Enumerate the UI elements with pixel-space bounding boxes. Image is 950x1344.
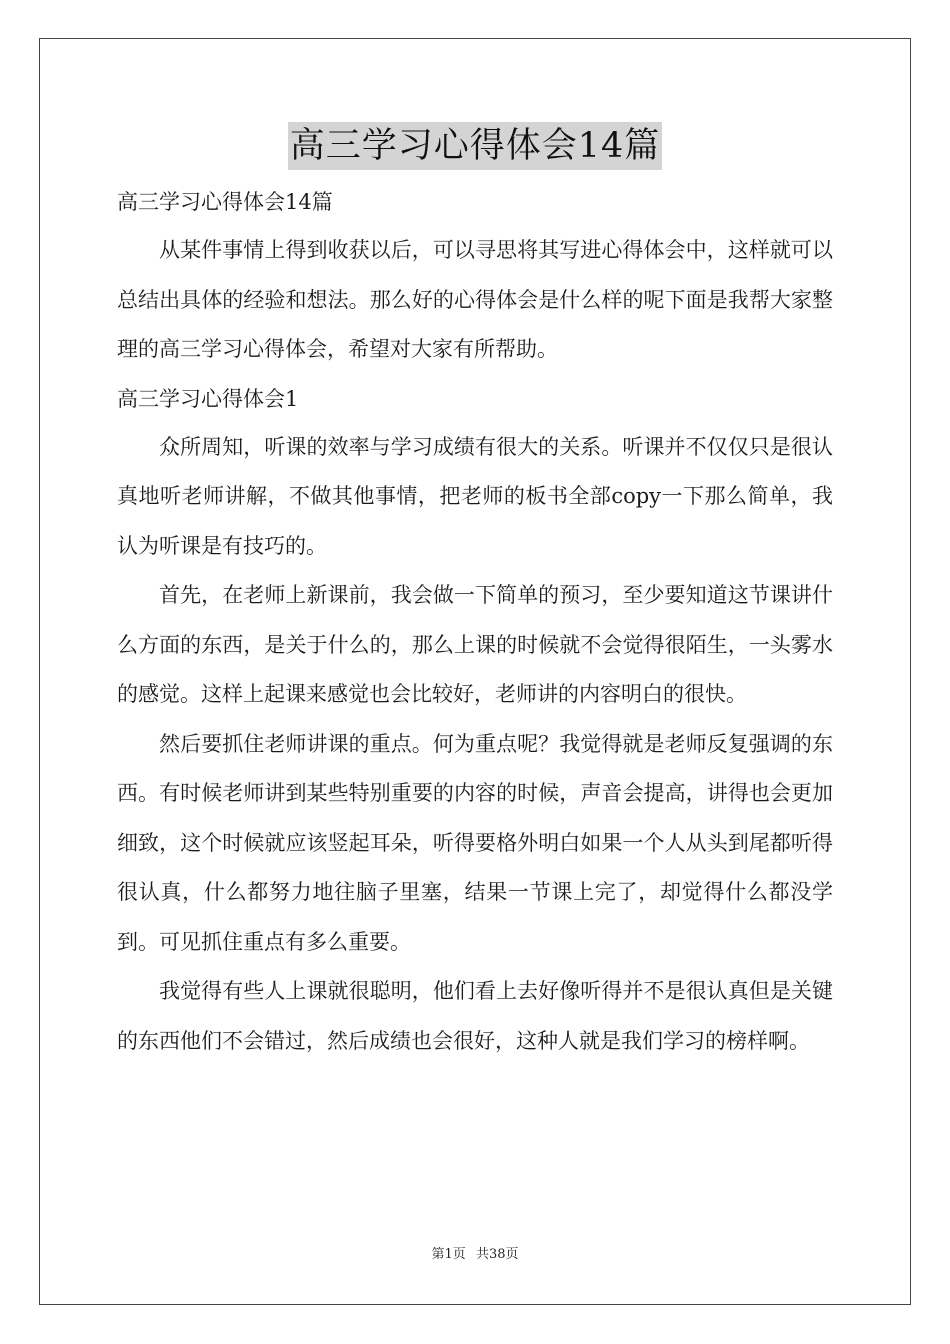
page-number: 第1页 bbox=[431, 1247, 466, 1262]
intro-paragraph: 从某件事情上得到收获以后，可以寻思将其写进心得体会中，这样就可以总结出具体的经验和想法。那么好的心得体会是什么样的呢下面是我帮大家整理的高三学习心得体会，希望对大家有所帮助。 bbox=[117, 238, 833, 361]
document-title: 高三学习心得体会14篇 bbox=[288, 122, 663, 170]
section-heading: 高三学习心得体会1 bbox=[117, 386, 299, 411]
body-paragraph: 众所周知，听课的效率与学习成绩有很大的关系。听课并不仅仅只是很认真地听老师讲解，不做其他事情，把老师的板书全部copy一下那么简单，我认为听课是有技巧的。 bbox=[117, 434, 833, 558]
body-paragraph: 首先，在老师上新课前，我会做一下简单的预习，至少要知道这节课讲什么方面的东西，是关于什么的，那么上课的时候就不会觉得很陌生，一头雾水的感觉。这样上起课来感觉也会比较好，老师讲的内容明白的很快。 bbox=[117, 583, 833, 706]
body-paragraph: 然后要抓住老师讲课的重点。何为重点呢？我觉得就是老师反复强调的东西。有时候老师讲到某些特别重要的内容的时候，声音会提高，讲得也会更加细致，这个时候就应该竖起耳朵，听得要格外明白如果一个人从头到尾都听得很认真，什么都努力地往脑子里塞，结果一节课上完了，却觉得什么都没学到。可见抓住重点有多么重要。 bbox=[117, 731, 833, 954]
subtitle: 高三学习心得体会14篇 bbox=[117, 190, 333, 214]
document-body bbox=[117, 178, 833, 1066]
page-footer bbox=[0, 1243, 950, 1262]
page-total: 共38页 bbox=[475, 1247, 519, 1262]
body-paragraph: 我觉得有些人上课就很聪明，他们看上去好像听得并不是很认真但是关键的东西他们不会错过，然后成绩也会很好，这种人就是我们学习的榜样啊。 bbox=[117, 979, 833, 1053]
title-area bbox=[0, 122, 950, 170]
